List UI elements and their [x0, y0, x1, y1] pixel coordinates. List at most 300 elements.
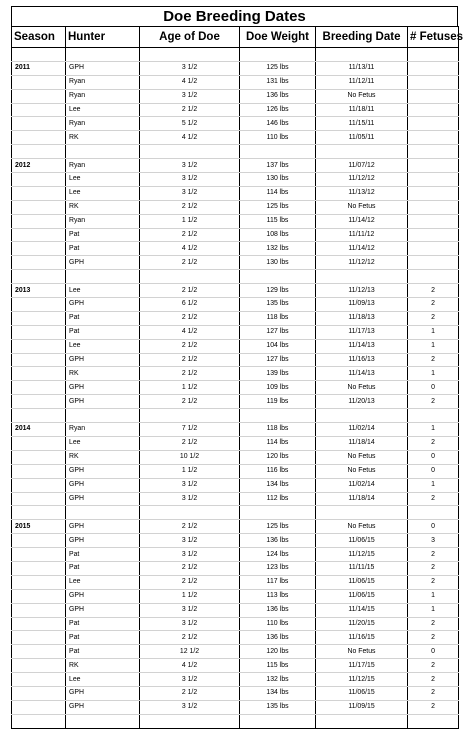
- hunter-cell: GPH: [66, 478, 140, 492]
- season-cell: [12, 436, 66, 450]
- season-cell: [12, 534, 66, 548]
- age-cell: 3 1/2: [140, 89, 240, 103]
- table-row: [12, 339, 459, 353]
- header-hunter: Hunter: [66, 27, 140, 48]
- season-cell: [12, 353, 66, 367]
- table-row: [12, 200, 459, 214]
- empty-cell: [66, 714, 140, 728]
- fetuses-cell: 0: [408, 450, 459, 464]
- hunter-cell: Pat: [66, 561, 140, 575]
- age-cell: 2 1/2: [140, 200, 240, 214]
- table-row: [12, 423, 459, 437]
- empty-cell: [140, 48, 240, 62]
- breeding-date-cell: 11/02/14: [316, 478, 408, 492]
- season-cell: [12, 131, 66, 145]
- weight-cell: 127 lbs: [240, 353, 316, 367]
- header-fetuses: # Fetuses: [408, 27, 459, 48]
- fetuses-cell: 1: [408, 423, 459, 437]
- weight-cell: 116 lbs: [240, 464, 316, 478]
- table-row: [12, 381, 459, 395]
- season-cell: [12, 464, 66, 478]
- empty-cell: [240, 270, 316, 284]
- weight-cell: 120 lbs: [240, 450, 316, 464]
- hunter-cell: Pat: [66, 325, 140, 339]
- hunter-cell: RK: [66, 450, 140, 464]
- age-cell: 2 1/2: [140, 284, 240, 298]
- empty-cell: [12, 48, 66, 62]
- age-cell: 3 1/2: [140, 673, 240, 687]
- fetuses-cell: 2: [408, 673, 459, 687]
- age-cell: 2 1/2: [140, 367, 240, 381]
- fetuses-cell: 1: [408, 478, 459, 492]
- hunter-cell: Pat: [66, 242, 140, 256]
- season-cell: [12, 492, 66, 506]
- empty-cell: [408, 270, 459, 284]
- empty-cell: [140, 506, 240, 520]
- weight-cell: 136 lbs: [240, 534, 316, 548]
- age-cell: 4 1/2: [140, 131, 240, 145]
- spacer-row: [12, 270, 459, 284]
- breeding-date-cell: No Fetus: [316, 200, 408, 214]
- weight-cell: 123 lbs: [240, 561, 316, 575]
- season-cell: [12, 256, 66, 270]
- weight-cell: 131 lbs: [240, 75, 316, 89]
- season-cell: [12, 367, 66, 381]
- breeding-date-cell: 11/09/13: [316, 298, 408, 312]
- hunter-cell: Lee: [66, 575, 140, 589]
- weight-cell: 115 lbs: [240, 659, 316, 673]
- empty-cell: [240, 409, 316, 423]
- age-cell: 4 1/2: [140, 325, 240, 339]
- fetuses-cell: [408, 228, 459, 242]
- fetuses-cell: 0: [408, 520, 459, 534]
- table-row: [12, 617, 459, 631]
- age-cell: 2 1/2: [140, 395, 240, 409]
- empty-cell: [12, 506, 66, 520]
- table-row: [12, 353, 459, 367]
- hunter-cell: Pat: [66, 228, 140, 242]
- table-row: [12, 450, 459, 464]
- season-cell: [12, 200, 66, 214]
- breeding-date-cell: 11/13/11: [316, 61, 408, 75]
- table-row: [12, 561, 459, 575]
- age-cell: 2 1/2: [140, 561, 240, 575]
- hunter-cell: Ryan: [66, 117, 140, 131]
- fetuses-cell: 0: [408, 645, 459, 659]
- hunter-cell: GPH: [66, 61, 140, 75]
- fetuses-cell: 2: [408, 353, 459, 367]
- weight-cell: 117 lbs: [240, 575, 316, 589]
- breeding-date-cell: 11/02/14: [316, 423, 408, 437]
- age-cell: 12 1/2: [140, 645, 240, 659]
- table-row: [12, 367, 459, 381]
- empty-cell: [316, 270, 408, 284]
- weight-cell: 135 lbs: [240, 700, 316, 714]
- age-cell: 2 1/2: [140, 631, 240, 645]
- season-cell: [12, 645, 66, 659]
- age-cell: 2 1/2: [140, 436, 240, 450]
- fetuses-cell: 2: [408, 492, 459, 506]
- hunter-cell: GPH: [66, 395, 140, 409]
- breeding-date-cell: 11/14/15: [316, 603, 408, 617]
- season-cell: [12, 617, 66, 631]
- fetuses-cell: 0: [408, 381, 459, 395]
- age-cell: 6 1/2: [140, 298, 240, 312]
- hunter-cell: Pat: [66, 645, 140, 659]
- table-row: [12, 325, 459, 339]
- season-cell: 2013: [12, 284, 66, 298]
- empty-cell: [140, 714, 240, 728]
- header-age: Age of Doe: [140, 27, 240, 48]
- season-cell: [12, 311, 66, 325]
- breeding-date-cell: No Fetus: [316, 520, 408, 534]
- season-cell: [12, 242, 66, 256]
- season-cell: [12, 117, 66, 131]
- empty-cell: [408, 48, 459, 62]
- fetuses-cell: [408, 242, 459, 256]
- breeding-date-cell: 11/07/12: [316, 159, 408, 173]
- empty-cell: [66, 409, 140, 423]
- age-cell: 1 1/2: [140, 381, 240, 395]
- hunter-cell: Lee: [66, 339, 140, 353]
- table-body: [12, 48, 459, 729]
- table-row: [12, 520, 459, 534]
- table-row: [12, 589, 459, 603]
- age-cell: 4 1/2: [140, 75, 240, 89]
- breeding-date-cell: 11/06/15: [316, 534, 408, 548]
- table-row: [12, 548, 459, 562]
- empty-cell: [316, 714, 408, 728]
- empty-cell: [316, 48, 408, 62]
- breeding-date-cell: 11/06/15: [316, 686, 408, 700]
- table-row: [12, 256, 459, 270]
- age-cell: 2 1/2: [140, 353, 240, 367]
- spacer-row: [12, 145, 459, 159]
- weight-cell: 125 lbs: [240, 200, 316, 214]
- fetuses-cell: [408, 159, 459, 173]
- breeding-date-cell: 11/16/13: [316, 353, 408, 367]
- season-cell: [12, 339, 66, 353]
- fetuses-cell: [408, 117, 459, 131]
- empty-cell: [408, 409, 459, 423]
- breeding-date-cell: 11/12/12: [316, 256, 408, 270]
- hunter-cell: Ryan: [66, 89, 140, 103]
- hunter-cell: RK: [66, 200, 140, 214]
- weight-cell: 112 lbs: [240, 492, 316, 506]
- hunter-cell: Lee: [66, 186, 140, 200]
- spacer-row: [12, 506, 459, 520]
- hunter-cell: GPH: [66, 256, 140, 270]
- table-row: [12, 659, 459, 673]
- empty-cell: [240, 48, 316, 62]
- fetuses-cell: [408, 89, 459, 103]
- hunter-cell: GPH: [66, 353, 140, 367]
- season-cell: [12, 325, 66, 339]
- fetuses-cell: 0: [408, 464, 459, 478]
- age-cell: 5 1/2: [140, 117, 240, 131]
- weight-cell: 135 lbs: [240, 298, 316, 312]
- fetuses-cell: 2: [408, 284, 459, 298]
- age-cell: 3 1/2: [140, 159, 240, 173]
- weight-cell: 125 lbs: [240, 61, 316, 75]
- table-row: [12, 645, 459, 659]
- breeding-date-cell: 11/15/11: [316, 117, 408, 131]
- table-row: [12, 131, 459, 145]
- season-cell: [12, 659, 66, 673]
- weight-cell: 136 lbs: [240, 89, 316, 103]
- table-row: [12, 159, 459, 173]
- empty-cell: [12, 270, 66, 284]
- hunter-cell: Pat: [66, 548, 140, 562]
- hunter-cell: GPH: [66, 381, 140, 395]
- age-cell: 3 1/2: [140, 186, 240, 200]
- empty-cell: [316, 409, 408, 423]
- table-row: [12, 242, 459, 256]
- fetuses-cell: 2: [408, 700, 459, 714]
- weight-cell: 110 lbs: [240, 617, 316, 631]
- breeding-date-cell: 11/06/15: [316, 589, 408, 603]
- header-row: [12, 27, 459, 48]
- fetuses-cell: 2: [408, 311, 459, 325]
- age-cell: 2 1/2: [140, 103, 240, 117]
- hunter-cell: RK: [66, 659, 140, 673]
- breeding-date-cell: 11/14/12: [316, 242, 408, 256]
- breeding-table: [11, 26, 464, 729]
- age-cell: 3 1/2: [140, 478, 240, 492]
- breeding-date-cell: 11/14/12: [316, 214, 408, 228]
- weight-cell: 119 lbs: [240, 395, 316, 409]
- season-cell: [12, 186, 66, 200]
- hunter-cell: GPH: [66, 464, 140, 478]
- hunter-cell: GPH: [66, 589, 140, 603]
- hunter-cell: Pat: [66, 617, 140, 631]
- hunter-cell: GPH: [66, 686, 140, 700]
- fetuses-cell: [408, 186, 459, 200]
- weight-cell: 132 lbs: [240, 673, 316, 687]
- age-cell: 2 1/2: [140, 575, 240, 589]
- age-cell: 2 1/2: [140, 311, 240, 325]
- empty-cell: [12, 145, 66, 159]
- season-cell: [12, 214, 66, 228]
- empty-cell: [140, 145, 240, 159]
- breeding-date-cell: 11/06/15: [316, 575, 408, 589]
- header-breeding-date: Breeding Date: [316, 27, 408, 48]
- season-cell: 2011: [12, 61, 66, 75]
- empty-cell: [240, 506, 316, 520]
- weight-cell: 114 lbs: [240, 186, 316, 200]
- table-row: [12, 61, 459, 75]
- header-season: Season: [12, 27, 66, 48]
- season-cell: [12, 548, 66, 562]
- hunter-cell: Lee: [66, 436, 140, 450]
- fetuses-cell: 1: [408, 367, 459, 381]
- table-row: [12, 173, 459, 187]
- weight-cell: 130 lbs: [240, 256, 316, 270]
- age-cell: 3 1/2: [140, 534, 240, 548]
- breeding-date-cell: 11/18/11: [316, 103, 408, 117]
- season-cell: 2014: [12, 423, 66, 437]
- weight-cell: 126 lbs: [240, 103, 316, 117]
- hunter-cell: Ryan: [66, 423, 140, 437]
- weight-cell: 139 lbs: [240, 367, 316, 381]
- table-row: [12, 534, 459, 548]
- empty-cell: [240, 145, 316, 159]
- breeding-date-cell: 11/09/15: [316, 700, 408, 714]
- table-row: [12, 700, 459, 714]
- table-row: [12, 673, 459, 687]
- table-row: [12, 436, 459, 450]
- age-cell: 10 1/2: [140, 450, 240, 464]
- fetuses-cell: [408, 200, 459, 214]
- weight-cell: 130 lbs: [240, 173, 316, 187]
- breeding-date-cell: 11/12/12: [316, 173, 408, 187]
- table-row: [12, 103, 459, 117]
- breeding-date-cell: 11/18/14: [316, 436, 408, 450]
- empty-cell: [240, 714, 316, 728]
- age-cell: 4 1/2: [140, 659, 240, 673]
- empty-cell: [66, 270, 140, 284]
- weight-cell: 120 lbs: [240, 645, 316, 659]
- breeding-date-cell: No Fetus: [316, 464, 408, 478]
- season-cell: [12, 686, 66, 700]
- fetuses-cell: 2: [408, 575, 459, 589]
- season-cell: [12, 395, 66, 409]
- fetuses-cell: 2: [408, 617, 459, 631]
- hunter-cell: GPH: [66, 298, 140, 312]
- season-cell: [12, 298, 66, 312]
- spacer-row: [12, 409, 459, 423]
- weight-cell: 136 lbs: [240, 603, 316, 617]
- season-cell: [12, 450, 66, 464]
- fetuses-cell: [408, 214, 459, 228]
- weight-cell: 124 lbs: [240, 548, 316, 562]
- table-row: [12, 228, 459, 242]
- empty-cell: [66, 506, 140, 520]
- fetuses-cell: [408, 256, 459, 270]
- breeding-date-cell: 11/12/15: [316, 673, 408, 687]
- breeding-date-cell: 11/14/13: [316, 339, 408, 353]
- season-cell: [12, 89, 66, 103]
- empty-cell: [12, 714, 66, 728]
- empty-cell: [140, 409, 240, 423]
- season-cell: [12, 381, 66, 395]
- weight-cell: 115 lbs: [240, 214, 316, 228]
- fetuses-cell: 2: [408, 561, 459, 575]
- age-cell: 2 1/2: [140, 228, 240, 242]
- weight-cell: 129 lbs: [240, 284, 316, 298]
- age-cell: 3 1/2: [140, 173, 240, 187]
- empty-cell: [316, 506, 408, 520]
- breeding-date-cell: 11/17/15: [316, 659, 408, 673]
- weight-cell: 110 lbs: [240, 131, 316, 145]
- table-row: [12, 478, 459, 492]
- weight-cell: 125 lbs: [240, 520, 316, 534]
- breeding-date-cell: 11/11/15: [316, 561, 408, 575]
- hunter-cell: Lee: [66, 673, 140, 687]
- weight-cell: 134 lbs: [240, 686, 316, 700]
- breeding-date-cell: 11/16/15: [316, 631, 408, 645]
- table-row: [12, 464, 459, 478]
- season-cell: [12, 589, 66, 603]
- fetuses-cell: [408, 173, 459, 187]
- hunter-cell: GPH: [66, 700, 140, 714]
- hunter-cell: GPH: [66, 520, 140, 534]
- table-row: [12, 395, 459, 409]
- season-cell: 2015: [12, 520, 66, 534]
- age-cell: 4 1/2: [140, 242, 240, 256]
- fetuses-cell: 1: [408, 589, 459, 603]
- season-cell: [12, 700, 66, 714]
- fetuses-cell: 2: [408, 548, 459, 562]
- fetuses-cell: 2: [408, 298, 459, 312]
- breeding-date-cell: 11/12/11: [316, 75, 408, 89]
- empty-cell: [12, 409, 66, 423]
- hunter-cell: Ryan: [66, 159, 140, 173]
- empty-cell: [140, 270, 240, 284]
- spreadsheet: [11, 6, 464, 729]
- age-cell: 7 1/2: [140, 423, 240, 437]
- weight-cell: 132 lbs: [240, 242, 316, 256]
- season-cell: [12, 478, 66, 492]
- fetuses-cell: 2: [408, 395, 459, 409]
- age-cell: 3 1/2: [140, 617, 240, 631]
- age-cell: 3 1/2: [140, 548, 240, 562]
- weight-cell: 146 lbs: [240, 117, 316, 131]
- age-cell: 3 1/2: [140, 700, 240, 714]
- table-row: [12, 75, 459, 89]
- table-row: [12, 214, 459, 228]
- weight-cell: 118 lbs: [240, 311, 316, 325]
- breeding-date-cell: 11/20/15: [316, 617, 408, 631]
- hunter-cell: Ryan: [66, 214, 140, 228]
- weight-cell: 136 lbs: [240, 631, 316, 645]
- season-cell: [12, 173, 66, 187]
- breeding-date-cell: 11/20/13: [316, 395, 408, 409]
- fetuses-cell: 2: [408, 436, 459, 450]
- hunter-cell: Lee: [66, 103, 140, 117]
- age-cell: 2 1/2: [140, 339, 240, 353]
- breeding-date-cell: 11/18/13: [316, 311, 408, 325]
- table-row: [12, 686, 459, 700]
- breeding-date-cell: No Fetus: [316, 381, 408, 395]
- weight-cell: 134 lbs: [240, 478, 316, 492]
- header-weight: Doe Weight: [240, 27, 316, 48]
- empty-cell: [408, 145, 459, 159]
- breeding-date-cell: 11/12/13: [316, 284, 408, 298]
- hunter-cell: GPH: [66, 492, 140, 506]
- fetuses-cell: 2: [408, 631, 459, 645]
- fetuses-cell: 2: [408, 659, 459, 673]
- weight-cell: 108 lbs: [240, 228, 316, 242]
- age-cell: 3 1/2: [140, 492, 240, 506]
- hunter-cell: Lee: [66, 284, 140, 298]
- fetuses-cell: 1: [408, 603, 459, 617]
- table-row: [12, 89, 459, 103]
- hunter-cell: GPH: [66, 534, 140, 548]
- season-cell: [12, 603, 66, 617]
- breeding-date-cell: 11/18/14: [316, 492, 408, 506]
- fetuses-cell: [408, 131, 459, 145]
- fetuses-cell: [408, 103, 459, 117]
- breeding-date-cell: 11/11/12: [316, 228, 408, 242]
- breeding-date-cell: 11/12/15: [316, 548, 408, 562]
- empty-cell: [66, 48, 140, 62]
- season-cell: [12, 228, 66, 242]
- empty-cell: [316, 145, 408, 159]
- table-row: [12, 284, 459, 298]
- age-cell: 1 1/2: [140, 464, 240, 478]
- table-row: [12, 298, 459, 312]
